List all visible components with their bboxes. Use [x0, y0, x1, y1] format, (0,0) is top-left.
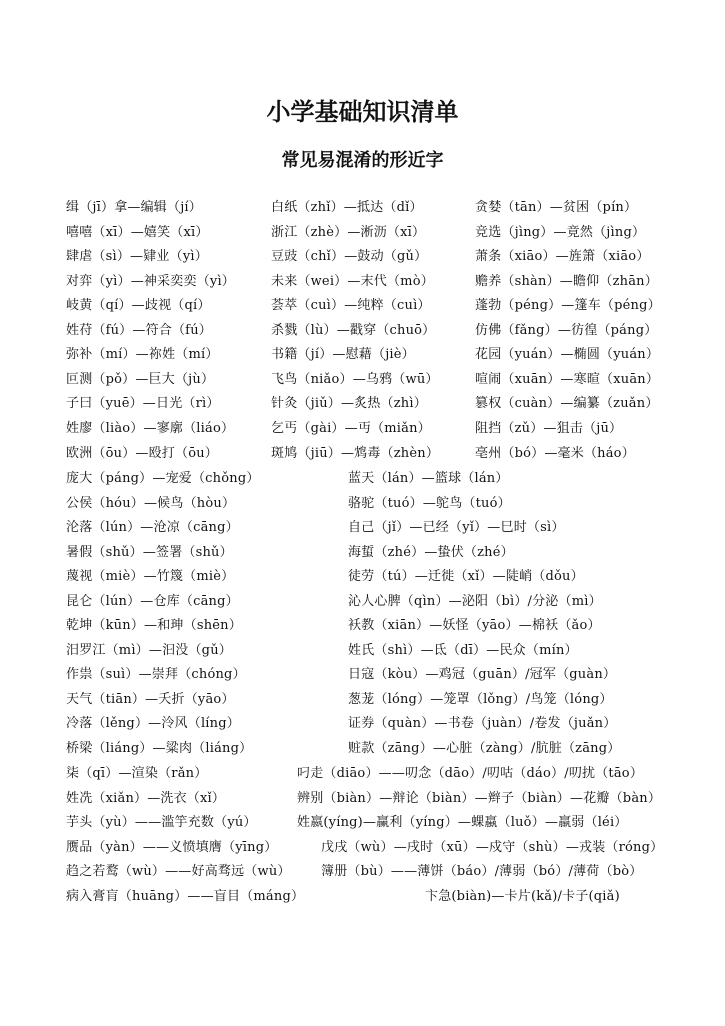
entry: 书籍（jí）—慰藉（jiè） [271, 347, 415, 362]
entry: 荟萃（cuì）—纯粹（cuì） [271, 298, 431, 313]
entry: 飞鸟（niǎo）—乌鸦（wū） [271, 372, 439, 387]
entry: 叼走（diāo）——叨念（dāo）/叨咕（dáo）/叨扰（tāo） [297, 766, 644, 781]
entry: 作祟（suì）—崇拜（chóng） [66, 667, 246, 682]
entry: 柒（qī）—渲染（rǎn） [66, 766, 208, 781]
entry: 乾坤（kūn）—和珅（shēn） [66, 618, 242, 633]
entry: 豆豉（chǐ）—鼓动（gǔ） [271, 249, 428, 264]
entry: 庞大（páng）—宠爱（chǒng） [66, 471, 260, 486]
entry: 姓苻（fú）—符合（fú） [66, 323, 212, 338]
entry: 天气（tiān）—夭折（yāo） [66, 692, 235, 707]
entry: 嘻嘻（xī）—嬉笑（xī） [66, 225, 209, 240]
entry: 仿佛（fǎng）—彷徨（páng） [475, 323, 658, 338]
entry: 竞选（jìng）—竟然（jìng） [475, 225, 646, 240]
entry: 对弈（yì）—神采奕奕（yì） [66, 274, 236, 289]
entry: 徒劳（tú）—迁徙（xǐ）—陡峭（dǒu） [348, 569, 584, 584]
entry: 针灸（jiǔ）—炙热（zhì） [271, 396, 427, 411]
entry: 肆虐（sì）—肄业（yì） [66, 249, 208, 264]
entry: 桥梁（liáng）—粱肉（liáng） [66, 741, 253, 756]
entry: 沦落（lún）—沧凉（cāng） [66, 520, 239, 535]
entry: 海蜇（zhé）—蛰伏（zhé） [348, 545, 514, 560]
entry: 病入膏肓（huāng）——盲目（máng） [66, 889, 305, 904]
entry: 暑假（shǔ）—签署（shǔ） [66, 545, 233, 560]
entry: 袄教（xiān）—妖怪（yāo）—棉袄（ǎo） [348, 618, 601, 633]
entry: 赃款（zāng）—心脏（zàng）/肮脏（zāng） [348, 741, 621, 756]
entry: 浙江（zhè）—淅沥（xī） [271, 225, 426, 240]
page-title: 小学基础知识清单 [266, 97, 459, 126]
entry: 自己（jǐ）—已经（yǐ）—巳时（sì） [348, 520, 565, 535]
entry: 蔑视（miè）—竹篾（miè） [66, 569, 235, 584]
entry: 证券（quàn）—书卷（juàn）/卷发（juǎn） [348, 716, 617, 731]
entry: 叵测（pǒ）—巨大（jù） [66, 372, 215, 387]
section-subtitle: 常见易混淆的形近字 [281, 150, 444, 171]
entry: 赡养（shàn）—瞻仰（zhān） [475, 274, 658, 289]
entry: 岐黄（qí）—歧视（qí） [66, 298, 211, 313]
entry: 亳州（bó）—毫米（háo） [475, 446, 635, 461]
entry: 姓氏（shì）—氐（dī）—民众（mín） [348, 643, 578, 658]
entry: 未来（wei）—末代（mò） [271, 274, 434, 289]
entry: 子曰（yuē）—日光（rì） [66, 396, 220, 411]
entry: 缉（jī）拿—编辑（jí） [66, 200, 202, 215]
entry: 白纸（zhǐ）—抵达（dǐ） [271, 200, 423, 215]
entry: 蓝天（lán）—篮球（lán） [348, 471, 509, 486]
entry: 姓廖（liào）—寥廓（liáo） [66, 421, 235, 436]
entry: 芋头（yù）——滥竽充数（yú） [66, 815, 257, 830]
entry: 汨罗江（mì）—汩没（gǔ） [66, 643, 232, 658]
entry: 弥补（mí）—祢姓（mí） [66, 347, 219, 362]
entry: 日寇（kòu）—鸡冠（guān）/冠军（guàn） [348, 667, 617, 682]
entry: 萧条（xiāo）—旌箫（xiāo） [475, 249, 650, 264]
entry: 贪婪（tān）—贫困（pín） [475, 200, 638, 215]
entry: 姓冼（xiǎn）—洗衣（xǐ） [66, 791, 226, 806]
entry: 赝品（yàn）——义愤填膺（yīng） [66, 840, 278, 855]
entry: 乞丐（gài）—丏（miǎn） [271, 421, 431, 436]
entry: 公侯（hóu）—候鸟（hòu） [66, 496, 236, 511]
entry: 杀戮（lù）—戳穿（chuō） [271, 323, 436, 338]
entry: 簿册（bù）——薄饼（báo）/薄弱（bó）/薄荷（bò） [321, 864, 643, 879]
entry: 卞急(biàn)—卡片(kǎ)/卡子(qiǎ) [425, 889, 620, 904]
entry: 葱茏（lóng）—笼罩（lǒng）/鸟笼（lóng） [348, 692, 613, 707]
entry: 冷落（lěng）—泠风（líng） [66, 716, 240, 731]
entry: 沁人心脾（qìn）—泌阳（bì）/分泌（mì） [348, 594, 602, 609]
entry: 戊戌（wù）—戌时（xū）—戍守（shù）—戎装（róng） [321, 840, 664, 855]
entry: 蓬勃（péng）—篷车（péng） [475, 298, 661, 313]
entry: 篡权（cuàn）—编纂（zuǎn） [475, 396, 659, 411]
entry: 欧洲（ōu）—殴打（ōu） [66, 446, 218, 461]
entry: 辨别（biàn）—辩论（biàn）—辫子（biàn）—花瓣（bàn） [297, 791, 662, 806]
entry: 姓嬴(yíng)—赢利（yíng）—蜾蠃（luǒ）—羸弱（léi） [297, 815, 628, 830]
entry: 骆驼（tuó）—鸵鸟（tuó） [348, 496, 511, 511]
entry: 斑鸠（jiū）—鸩毒（zhèn） [271, 446, 440, 461]
entry: 昆仑（lún）—仓库（cāng） [66, 594, 239, 609]
entry: 趋之若鹜（wù）——好高骛远（wù） [66, 864, 291, 879]
entry: 花园（yuán）—椭圆（yuán） [475, 347, 660, 362]
entry: 喧闹（xuān）—寒暄（xuān） [475, 372, 660, 387]
entry: 阻挡（zǔ）—狙击（jū） [475, 421, 623, 436]
